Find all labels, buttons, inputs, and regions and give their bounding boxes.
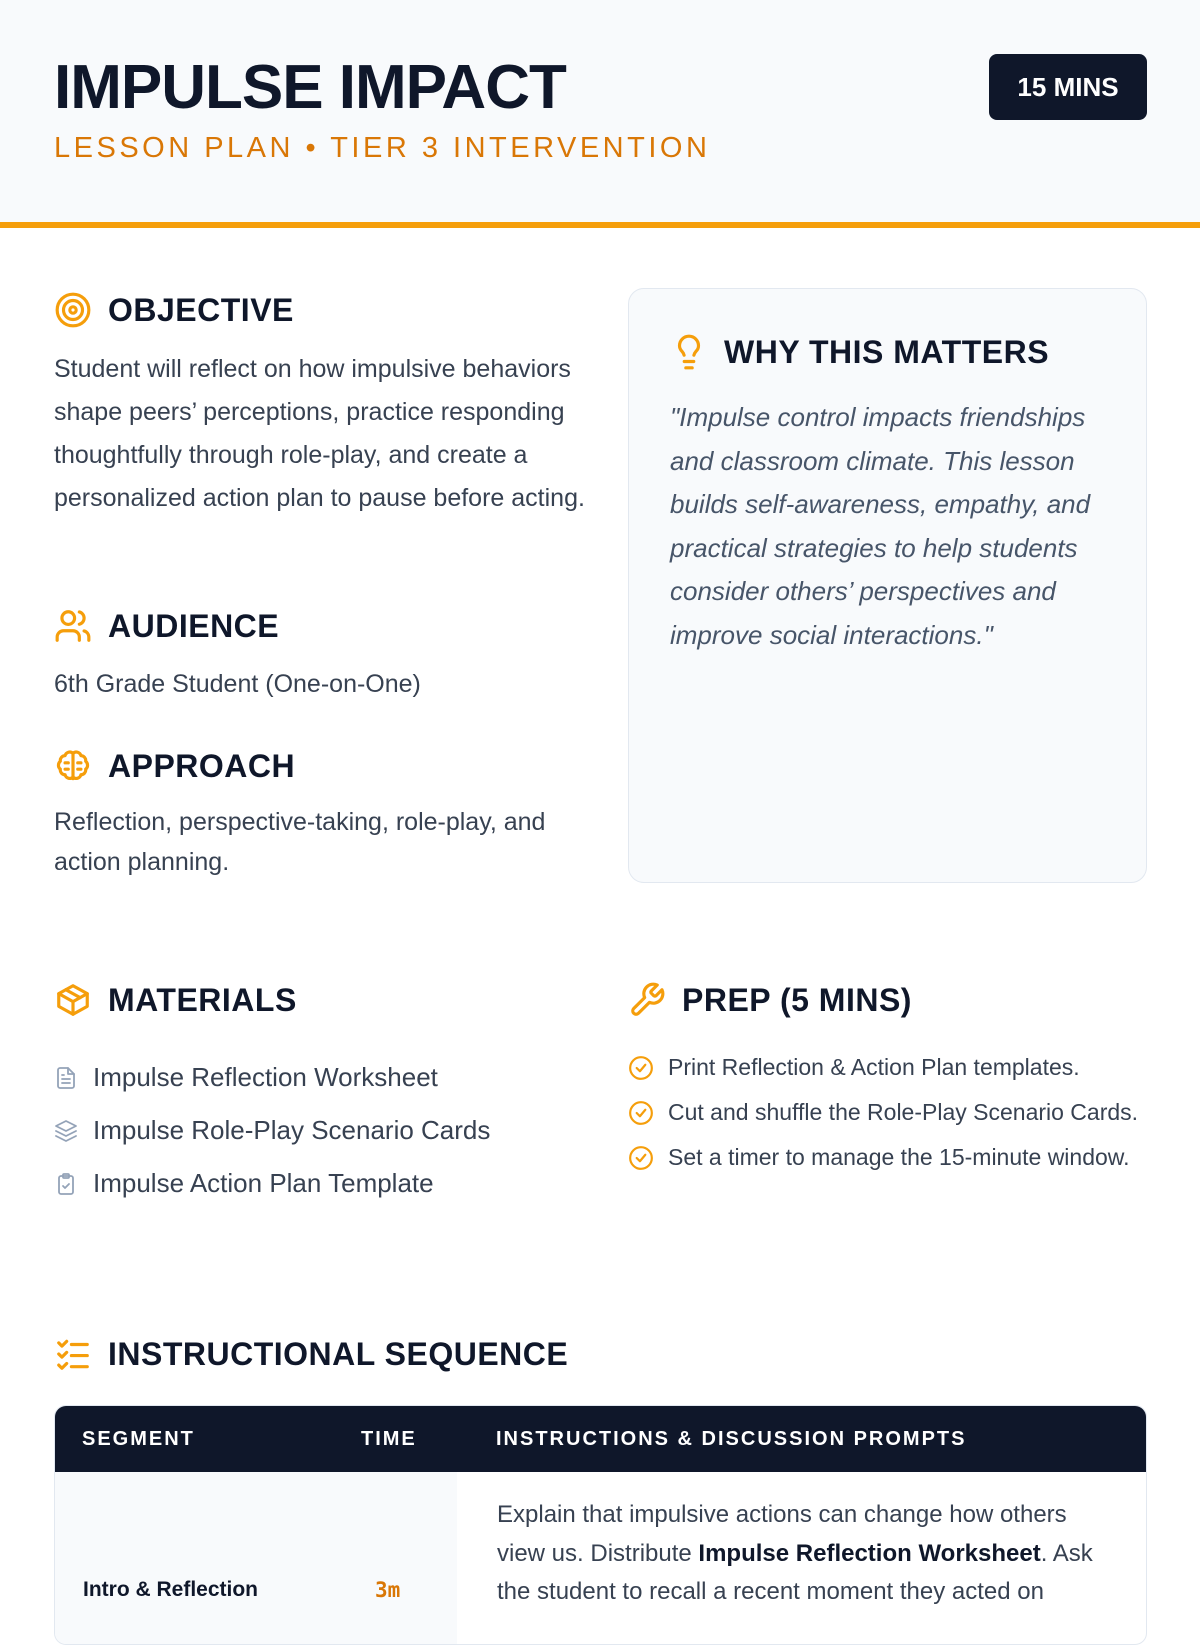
page-title: IMPULSE IMPACT — [54, 53, 566, 122]
why-title: WHY THIS MATTERS — [724, 333, 1050, 370]
sequence-heading — [54, 1335, 568, 1373]
column-header-instructions: INSTRUCTIONS & DISCUSSION PROMPTS — [496, 1428, 967, 1450]
page-subtitle: LESSON PLAN • TIER 3 INTERVENTION — [54, 132, 711, 164]
material-label: Impulse Action Plan Template — [93, 1168, 434, 1198]
approach-heading — [54, 747, 295, 785]
checklist-icon — [54, 1335, 92, 1373]
page-header — [0, 0, 1200, 228]
audience-title: AUDIENCE — [108, 607, 280, 644]
lightbulb-icon — [670, 333, 708, 371]
table-row — [55, 1472, 457, 1645]
brain-icon — [54, 747, 92, 785]
list-item — [54, 1157, 490, 1210]
document-icon — [54, 1066, 78, 1090]
audience-heading — [54, 607, 279, 645]
why-quote: "Impulse control impacts friendships and classroom climate. This lesson builds self-awareness, empathy, and practical strategies to help students consider others’ perspectives and improve social interactions." — [670, 402, 1091, 650]
approach-title: APPROACH — [108, 747, 296, 784]
check-circle-icon — [628, 1145, 654, 1171]
prep-item-text: Set a timer to manage the 15-minute window. — [668, 1144, 1130, 1170]
prep-item-text: Print Reflection & Action Plan templates. — [668, 1054, 1080, 1080]
layers-icon — [54, 1119, 78, 1143]
wrench-icon — [628, 981, 666, 1019]
table-header — [55, 1406, 1146, 1472]
why-heading — [670, 333, 1049, 371]
list-item — [54, 1104, 490, 1157]
segment-cell: Intro & Reflection — [83, 1578, 259, 1601]
column-header-segment: SEGMENT — [82, 1428, 195, 1450]
target-icon — [54, 291, 92, 329]
users-icon — [54, 607, 92, 645]
instructions-text: Explain that impulsive actions can change how others view us. Distribute — [497, 1501, 1067, 1567]
list-item — [628, 1141, 1148, 1174]
objective-title: OBJECTIVE — [108, 291, 294, 328]
time-cell: 3m — [375, 1578, 401, 1602]
duration-badge: 15 MINS — [989, 54, 1147, 120]
prep-item-text: Cut and shuffle the Role-Play Scenario Cards. — [668, 1099, 1139, 1125]
list-item — [628, 1096, 1148, 1129]
list-item — [54, 1051, 490, 1104]
sequence-title: INSTRUCTIONAL SEQUENCE — [108, 1335, 569, 1372]
material-label: Impulse Reflection Worksheet — [93, 1062, 438, 1092]
approach-text: Reflection, perspective-taking, role-play, and action planning. — [54, 808, 546, 876]
check-circle-icon — [628, 1055, 654, 1081]
package-icon — [54, 981, 92, 1019]
prep-title: PREP (5 MINS) — [682, 981, 912, 1018]
prep-list — [628, 1051, 1148, 1186]
materials-heading — [54, 981, 297, 1019]
list-item — [628, 1051, 1148, 1084]
material-label: Impulse Role-Play Scenario Cards — [93, 1115, 491, 1145]
objective-heading — [54, 291, 294, 329]
clipboard-icon — [54, 1172, 78, 1196]
instructions-bold-text: Impulse Reflection Worksheet — [698, 1539, 1041, 1567]
check-circle-icon — [628, 1100, 654, 1126]
instructions-text-continued: . Ask the student to recall a recent moment they acted on — [497, 1539, 1093, 1605]
audience-text: 6th Grade Student (One-on-One) — [54, 670, 421, 698]
objective-text: Student will reflect on how impulsive behaviors shape peers’ perceptions, practice responding thoughtfully through role-play, and create a personalized action plan to pause before acting. — [54, 355, 585, 512]
sequence-table — [54, 1405, 1147, 1645]
materials-list — [54, 1051, 490, 1210]
instructions-cell — [497, 1496, 1117, 1612]
materials-title: MATERIALS — [108, 981, 297, 1018]
prep-heading — [628, 981, 912, 1019]
column-header-time: TIME — [361, 1428, 417, 1450]
